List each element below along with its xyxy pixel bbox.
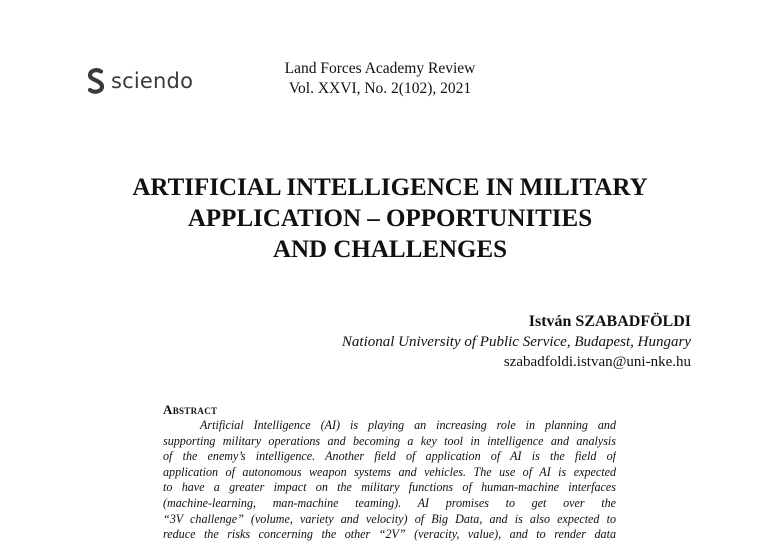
paper-title <box>60 172 720 265</box>
author-name: István SZABADFÖLDI <box>528 313 691 330</box>
abstract-line: “3V challenge” (volume, variety and velocity) of Big Data, and is also expected to <box>163 511 616 526</box>
abstract-line: reduce the risks concerning the other “2V” (veracity, value), and to render data <box>163 527 616 542</box>
abstract-section <box>163 402 616 543</box>
abstract-line: (machine-learning, man-machine teaming). AI promises to get over the <box>163 495 616 510</box>
title-line: APPLICATION – OPPORTUNITIES <box>187 205 593 232</box>
author-affiliation: National University of Public Service, Budapest, Hungary <box>341 334 691 350</box>
abstract-line: to have a greater impact on the military functions of human-machine interfaces <box>163 480 616 495</box>
journal-issue: Vol. XXVI, No. 2(102), 2021 <box>288 80 472 97</box>
abstract-line: of the enemy’s intelligence. Another field of application of AI is the field of <box>163 449 616 464</box>
journal-name: Land Forces Academy Review <box>284 60 476 77</box>
publisher-name: sciendo <box>111 68 194 93</box>
author-email: szabadfoldi.istvan@uni-nke.hu <box>503 354 691 370</box>
sciendo-s-logo-icon <box>87 68 105 94</box>
abstract-line: supporting military operations and becoming a key tool in intelligence and analysis <box>163 433 616 448</box>
abstract-line: application of autonomous weapon systems and vehicles. The use of AI is expected <box>163 464 616 479</box>
author-block <box>342 312 691 372</box>
publisher-logo <box>87 68 193 94</box>
abstract-heading: Abstract <box>163 402 218 417</box>
abstract-line: Artificial Intelligence (AI) is playing an increasing role in planning and <box>200 418 616 432</box>
journal-header <box>240 59 520 99</box>
title-line: ARTIFICIAL INTELLIGENCE IN MILITARY <box>132 174 648 201</box>
title-line: AND CHALLENGES <box>272 236 508 263</box>
